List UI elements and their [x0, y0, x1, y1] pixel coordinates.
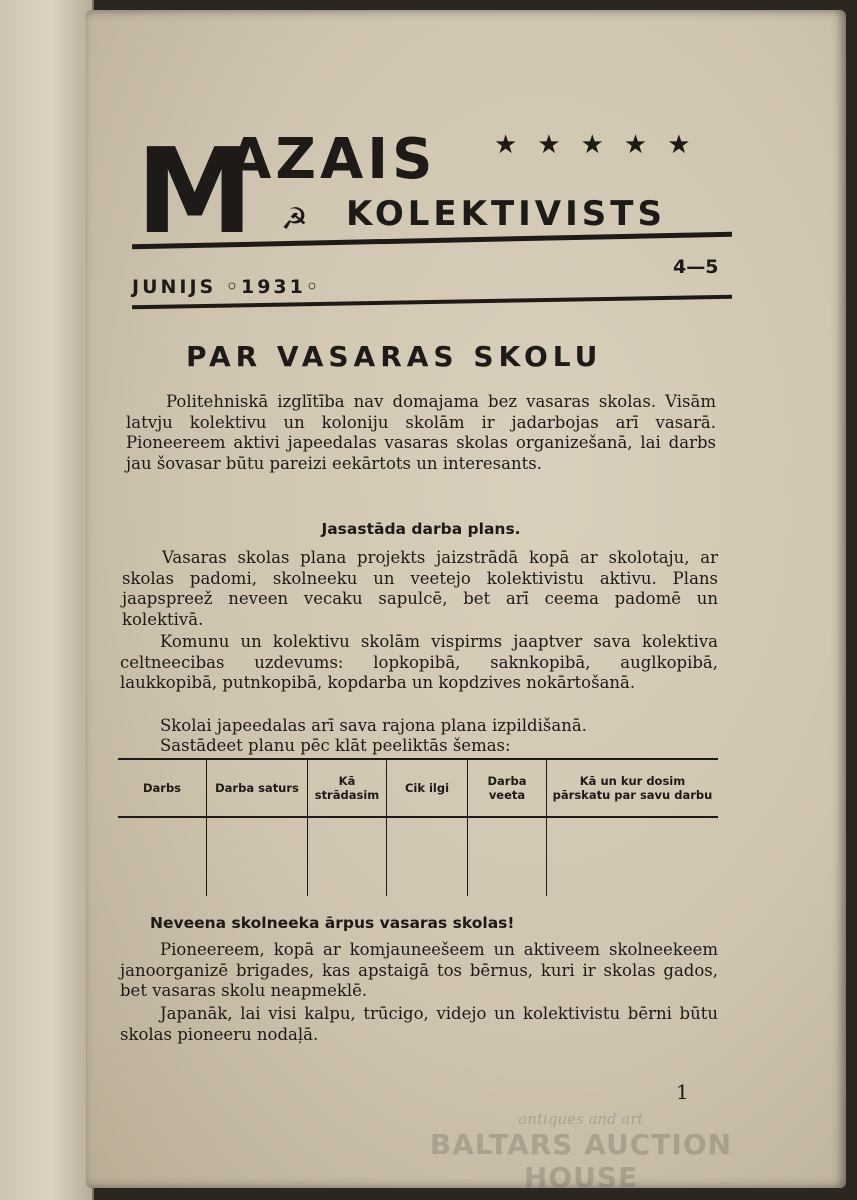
- table-cell: [547, 817, 719, 896]
- issue-number: 4—5: [673, 256, 719, 278]
- table-cell: [308, 817, 387, 896]
- star-icons: ★★★★★: [494, 130, 711, 160]
- article-intro: Politehniskā izglītība nav domajama bez vasaras skolas. Visām latvju kolektivu un koloniju skolām ir jadarbojas arī vasarā. Pioneereem aktivi japeedalas vasaras skolas organizešanā, lai darbs jau šovasar būtu pareizi eekārtots un interesants.: [126, 392, 716, 473]
- issue-date: JUNIJS ◦1931◦: [132, 276, 322, 298]
- table-header-cell: Kā strādasim: [308, 759, 387, 817]
- table-header-cell: Kā un kur dosim pārskatu par savu darbu: [547, 759, 719, 817]
- table-cell: [207, 817, 308, 896]
- section-paragraph: Japanāk, lai visi kalpu, trūcigo, videjo un kolektivistu bērni būtu skolas pioneeru nodaļā.: [120, 1004, 718, 1044]
- watermark-tagline: antiques and art: [518, 1110, 644, 1128]
- table-row: [118, 817, 718, 896]
- table-header-cell: Darbs: [118, 759, 207, 817]
- table-header-cell: Cik ilgi: [387, 759, 468, 817]
- section-paragraph: Komunu un kolektivu skolām vispirms jaaptver sava kolektiva celtneecibas uzdevums: lopkopibā, saknkopibā, auglkopibā, laukkopibā, putnkopibā, kopdarba un kopdzives nokārtošanā.: [120, 632, 718, 692]
- section-heading-plan: Jasastāda darba plans.: [321, 520, 521, 538]
- left-page-edge: [0, 0, 94, 1200]
- auction-watermark: [371, 1110, 791, 1194]
- table-header-row: [118, 759, 718, 817]
- newspaper-page: [86, 10, 846, 1194]
- watermark-name: BALTARS AUCTION HOUSE: [429, 1128, 733, 1194]
- section-paragraph: Skolai japeedalas arī sava rajona plana izpildišanā.: [160, 716, 587, 735]
- table-cell: [387, 817, 468, 896]
- page-number: 1: [676, 1080, 689, 1104]
- masthead-title-initial: M: [136, 122, 250, 260]
- article-headline: PAR VASARAS SKOLU: [186, 340, 603, 373]
- table-header-cell: Darba veeta: [468, 759, 547, 817]
- masthead-subtitle: KOLEKTIVISTS: [346, 194, 666, 234]
- table-header-cell: Darba saturs: [207, 759, 308, 817]
- masthead-title: AZAIS: [228, 127, 437, 192]
- section-paragraph: Pioneereem, kopā ar komjauneešeem un aktiveem skolneekeem janoorganizē brigades, kas apstaigā tos bērnus, kuri ir skolas gados, bet vasaras skolu neapmeklē.: [120, 940, 718, 1000]
- plan-scheme-table: [118, 758, 718, 896]
- table-cell: [468, 817, 547, 896]
- table-cell: [118, 817, 207, 896]
- section-heading-no-student: Neveena skolneeka ārpus vasaras skolas!: [150, 914, 515, 932]
- section-paragraph: Vasaras skolas plana projekts jaizstrādā kopā ar skolotaju, ar skolas padomi, skolneeku un veetejo kolektivistu aktivu. Plans jaapspreež neveen vecaku sapulcē, bet arī ceema padomē un kolektivā.: [122, 548, 718, 629]
- section-paragraph: Sastādeet planu pēc klāt peeliktās šemas:: [160, 736, 511, 755]
- hammer-sickle-icon: ☭: [281, 202, 308, 237]
